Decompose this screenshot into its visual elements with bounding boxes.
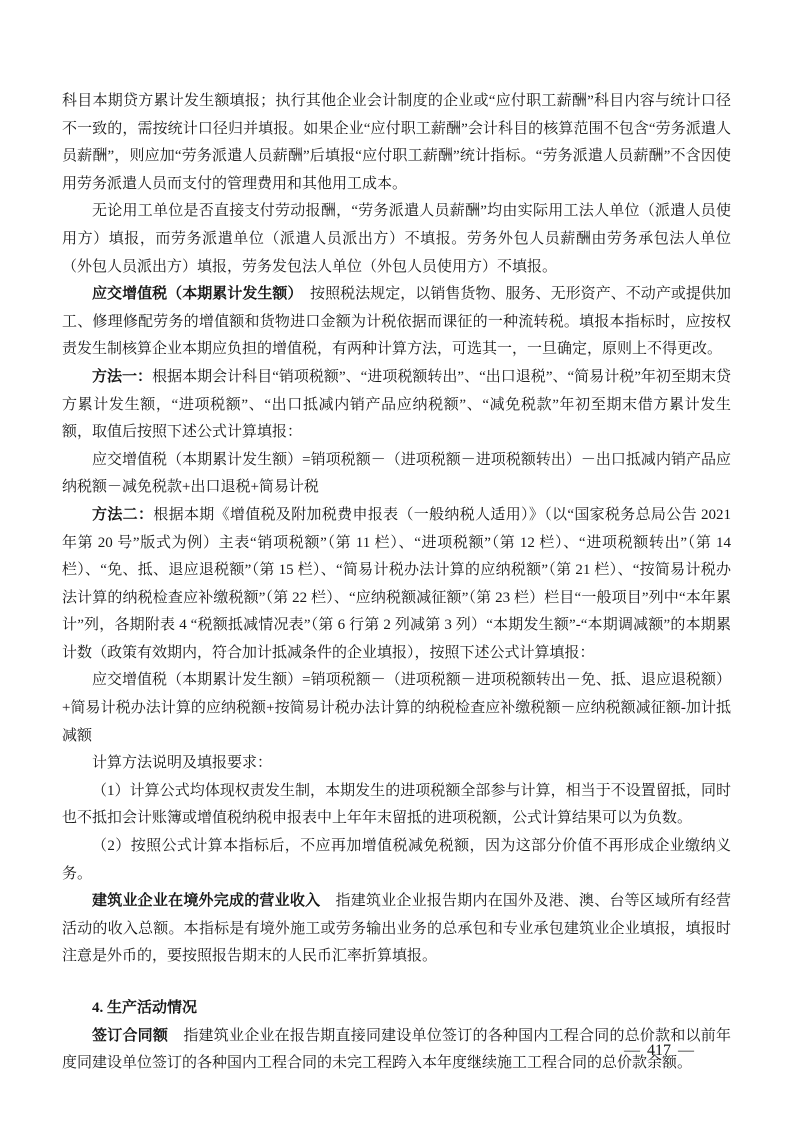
term-definition-vat-payable <box>62 281 731 364</box>
formula-text: 应交增值税（本期累计发生额）=销项税额－（进项税额－进项税额转出－免、抵、退应退税额）+简易计税办法计算的应纳税额+按简易计税办法计算的纳税检查应补缴税额－应纳税额减征额-加计抵减额 <box>62 672 731 744</box>
paragraph-text: 无论用工单位是否直接支付劳动报酬，“劳务派遣人员薪酬”均由实际用工法人单位（派遣人员使用方）填报，而劳务派遣单位（派遣人员派出方）不填报。劳务外包人员薪酬由劳务承包法人单位（外包人员派出方）填报，劳务发包法人单位（外包人员使用方）不填报。 <box>62 203 731 275</box>
paragraph-text: 根据本期《增值税及附加税费申报表（一般纳税人适用）》（以“国家税务总局公告 2021 年第 20 号”版式为例）主表“销项税额”（第 11 栏）、“进项税额”（第 12 栏）、“进项税额转出”（第 14 栏）、“免、抵、退应退税额”（第 15 栏）、“简易计税办法计算的应纳税额”（第 21 栏）、“按简易计税办法计算的纳税检查应补缴税额”（第 22 栏）、“应纳税额减征额”（第 23 栏）栏目“一般项目”列中“本年累计”列，各期附表 4 “税额抵减情况表”（第 6 行第 2 列减第 3 列）“本期发生额”-“本期调减额”的本期累计数（政策有效期内，符合加计抵减条件的企业填报），按照下述公式计算填报： <box>62 506 731 661</box>
term-label-method-two: 方法二： <box>92 506 154 523</box>
paragraph-salary-subject <box>62 88 731 198</box>
paragraph-text: （1）计算公式均体现权责发生制，本期发生的进项税额全部参与计算，相当于不设置留抵，同时也不抵扣会计账簿或增值税纳税申报表中上年年末留抵的进项税额，公式计算结果可以为负数。 <box>62 782 731 827</box>
paragraph-method-one <box>62 364 731 447</box>
paragraph-text: （2）按照公式计算本指标后，不应再加增值税减免税额，因为这部分价值不再形成企业缴纳义务。 <box>62 838 731 882</box>
paragraph-text: 计算方法说明及填报要求： <box>92 755 273 772</box>
footer-dash-right: — <box>678 1042 694 1059</box>
page-content <box>62 88 731 1078</box>
footer-dash-left: — <box>624 1042 640 1059</box>
paragraph-labor-dispatch <box>62 198 731 281</box>
paragraph-note-1 <box>62 778 731 833</box>
formula-text: 应交增值税（本期累计发生额）=销项税额－（进项税额－进项税额转出）－出口抵减内销产品应纳税额－减免税款+出口退税+简易计税 <box>62 451 731 496</box>
term-definition-overseas-revenue <box>62 888 731 971</box>
paragraph-text: 根据本期会计科目“销项税额”、“进项税额转出”、“出口退税”、“简易计税”年初至期末贷方累计发生额，“进项税额”、“出口抵减内销产品应纳税额”、“减免税款”年初至期末借方累计发生额，取值后按照下述公式计算填报： <box>62 368 731 441</box>
paragraph-text: 指建筑业企业在报告期直接同建设单位签订的各种国内工程合同的总价款和以前年度同建设单位签订的各种国内工程合同的未完工程跨入本年度继续施工工程合同的总价款余额。 <box>62 1027 731 1072</box>
term-label-method-one: 方法一： <box>92 368 153 385</box>
term-label-overseas-revenue: 建筑业企业在境外完成的营业收入 <box>92 893 321 910</box>
paragraph-text: 指建筑业企业报告期内在国外及港、澳、台等区域所有经营活动的收入总额。本指标是有境外施工或劳务输出业务的总承包和专业承包建筑业企业填报，填报时注意是外币的，要按照报告期末的人民币汇率折算填报。 <box>62 893 731 965</box>
page-footer <box>617 1042 701 1060</box>
formula-method-two <box>62 667 731 750</box>
paragraph-text: 科目本期贷方累计发生额填报；执行其他企业会计制度的企业或“应付职工薪酬”科目内容与统计口径不一致的，需按统计口径归并填报。如果企业“应付职工薪酬”会计科目的核算范围不包含“劳务派遣人员薪酬”，则应加“劳务派遣人员薪酬”后填报“应付职工薪酬”统计指标。“劳务派遣人员薪酬”不含因使用劳务派遣人员而支付的管理费用和其他用工成本。 <box>62 93 731 192</box>
paragraph-text: 按照税法规定，以销售货物、服务、无形资产、不动产或提供加工、修理修配劳务的增值额和货物进口金额为计税依据而课征的一种流转税。填报本指标时，应按权责发生制核算企业本期应负担的增值税，有两种计算方法，可选其一，一旦确定，原则上不得更改。 <box>62 286 731 358</box>
paragraph-note-2 <box>62 833 731 888</box>
paragraph-method-two <box>62 502 731 668</box>
term-label-vat-payable: 应交增值税（本期累计发生额） <box>92 286 295 303</box>
paragraph-calc-notes-title <box>62 750 731 778</box>
term-label-contract-amount: 签订合同额 <box>92 1027 169 1044</box>
section-heading-production-activity: 4. 生产活动情况 <box>92 1000 198 1016</box>
formula-method-one <box>62 447 731 502</box>
page-number: 417 <box>647 1042 671 1059</box>
